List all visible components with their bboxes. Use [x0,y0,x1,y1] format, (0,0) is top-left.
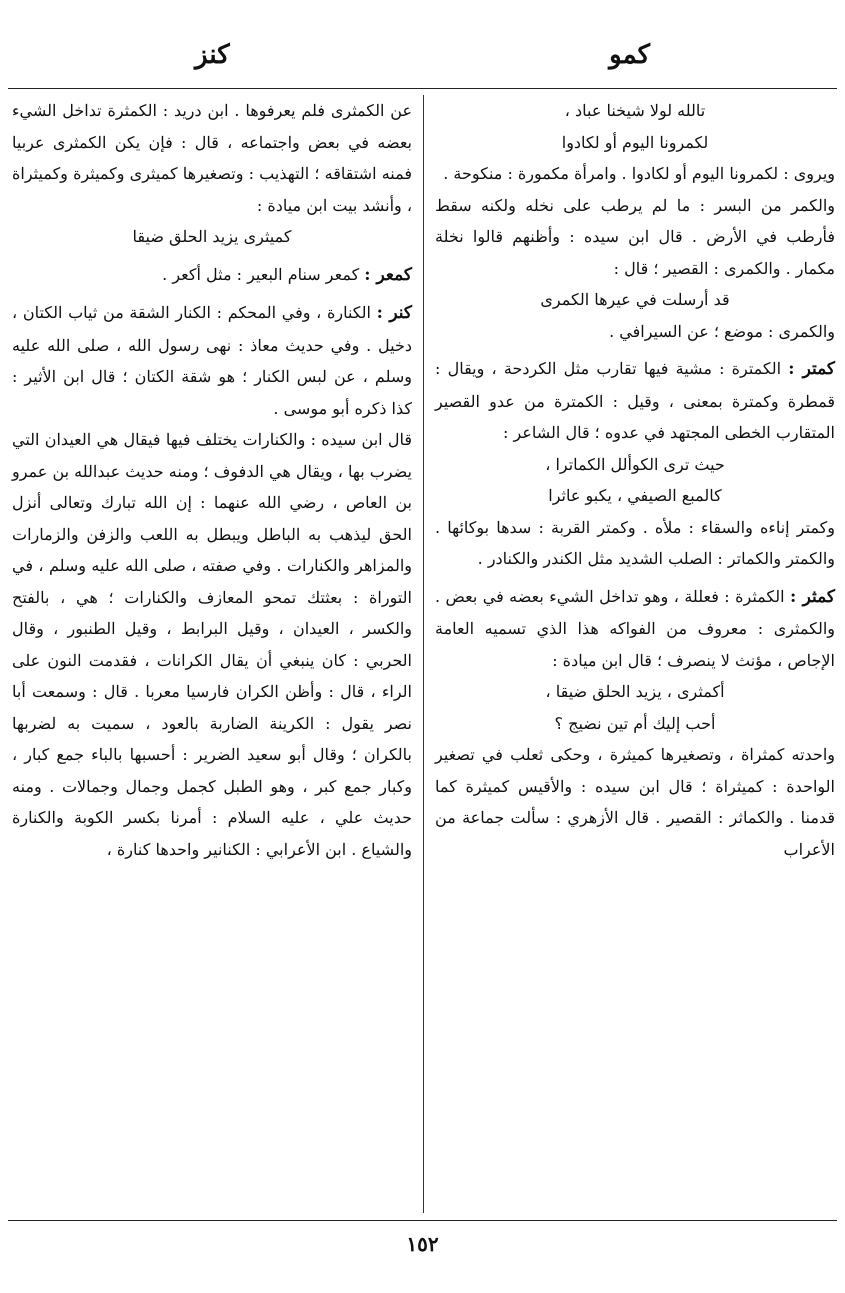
verse-line: أكمثرى ، يزيد الحلق ضيقا ، [545,682,725,701]
entry-root: كمثر : [790,586,836,607]
entry-text: الكمثرة : فعللة ، وهو تداخل الشيء بعضه في بعض . والكمثرى : معروف من الفواكه هذا الذي تسميه العامة الإجاص ، مؤنث لا ينصرف ؛ قال ابن ميادة : [435,586,835,670]
paragraph: والكمر من البسر : ما لم يرطب على نخله ولكنه سقط فأرطب في الأرض . قال ابن سيده : وأظنهم قالوا نخلة مكمار . والكمرى : القصير ؛ قال : [435,195,835,278]
right-headword: كمو [609,40,650,70]
right-column [435,95,835,865]
verse-line: حيث ترى الكوألل الكماترا ، [545,454,725,474]
page-number: ١٥٢ [406,1232,439,1256]
verse-line: قد أرسلت في عيرها الكمرى [540,290,730,309]
left-column [12,95,412,865]
left-headword: كنز [195,40,230,70]
dictionary-entry [435,581,835,677]
dictionary-entry [12,259,412,292]
entry-root: كمعر : [364,264,412,285]
dictionary-entry [12,297,412,424]
paragraph: ويروى : لكمرونا اليوم أو لكادوا . وامرأة مكمورة : منكوحة . [443,164,835,183]
verse-line: لكمرونا اليوم أو لكادوا [561,132,709,152]
verse-line: تالله لولا شيخنا عباد ، [564,101,706,120]
column-divider [423,95,424,1213]
paragraph: والكمرى : موضع ؛ عن السيرافي . [609,321,835,341]
entry-text: الكنارة ، وفي المحكم : الكنار الشقة من ثياب الكتان ، دخيل . وفي حديث معاذ : نهى رسول الله ، صلى الله عليه وسلم ، عن لبس الكنار ؛ هو شقة الكتان ؛ قال ابن الأثير : كذا ذكره أبو موسى . [12,303,412,418]
paragraph: وكمتر إناءه والسقاء : ملأه . وكمتر القربة : سدها بوكائها . والكمتر والكماتر : الصلب الشديد مثل الكندر والكنادر . [435,517,835,568]
paragraph: واحدته كمثراة ، وتصغيرها كميثرة ، وحكى ثعلب في تصغير الواحدة : كميثراة ؛ قال ابن سيده : والأقيس كميثرة كما قدمنا . والكماثر : القصير . قال الأزهري : سألت جماعة من الأعراب [435,745,835,859]
paragraph: قال ابن سيده : والكنارات يختلف فيها فيقال هي العيدان التي يضرب بها ، ويقال هي الدفوف ؛ ومنه حديث عبدالله بن عمرو بن العاص ، رضي الله عنهما : إن الله تبارك وتعالى أنزل الحق ليذهب به الباطل ويبطل به اللعب والزفن والزمارات والمزاهر والكنارات . وفي صفته ، صلى الله عليه وسلم ، في التوراة : بعثتك تمحو المعازف والكنارات ؛ هي ، بالفتح والكسر ، العيدان ، وقيل البرابط ، وقيل الطنبور ، وقال الحربي : كان ينبغي أن يقال الكرانات ، فقدمت النون على الراء ، قال : وأظن الكران فارسيا معربا . قال : وسمعت أبا نصر يقول : الكرينة الضاربة بالعود ، سميت به لضربها بالكران ؛ وقال أبو سعيد الضرير : أحسبها بالباء جمع كبار ، وكبار جمع كبر ، وهو الطبل كجمل وجمال وجمالات . ومنه حديث علي ، عليه السلام : أمرنا بكسر الكوبة والكنارة والشياع . ابن الأعرابي : الكنانير واحدها كنارة ، [12,430,413,859]
entry-root: كمتر : [788,359,836,379]
bottom-rule [8,1220,837,1221]
top-rule [8,88,837,89]
entry-root: كنر : [376,303,413,323]
verse-line: كالمبع الصيفي ، يكبو عاثرا [548,486,722,505]
entry-text: الكمترة : مشية فيها تقارب مثل الكردحة ، ويقال : قمطرة وكمترة بمعنى ، وقيل : الكمترة من عدو القصير المتقارب الخطى المجتهد في عدوه ؛ قال الشاعر : [435,359,835,442]
dictionary-entry [435,353,835,449]
verse-line: أحب إليك أم تين نضيج ؟ [554,713,716,733]
verse-line: كميثرى يزيد الحلق ضيقا [132,227,292,246]
paragraph: عن الكمثرى فلم يعرفوها . ابن دريد : الكمثرة تداخل الشيء بعضه في بعض واجتماعه ، قال : فإن يكن الكمثرى عربيا فمنه اشتقاقه ؛ التهذيب : وتصغيرها كميثرى وكميثرة وكميثراة ، وأنشد بيت ابن ميادة : [12,101,412,215]
entry-text: كمعر سنام البعير : مثل أكعر . [162,264,365,284]
